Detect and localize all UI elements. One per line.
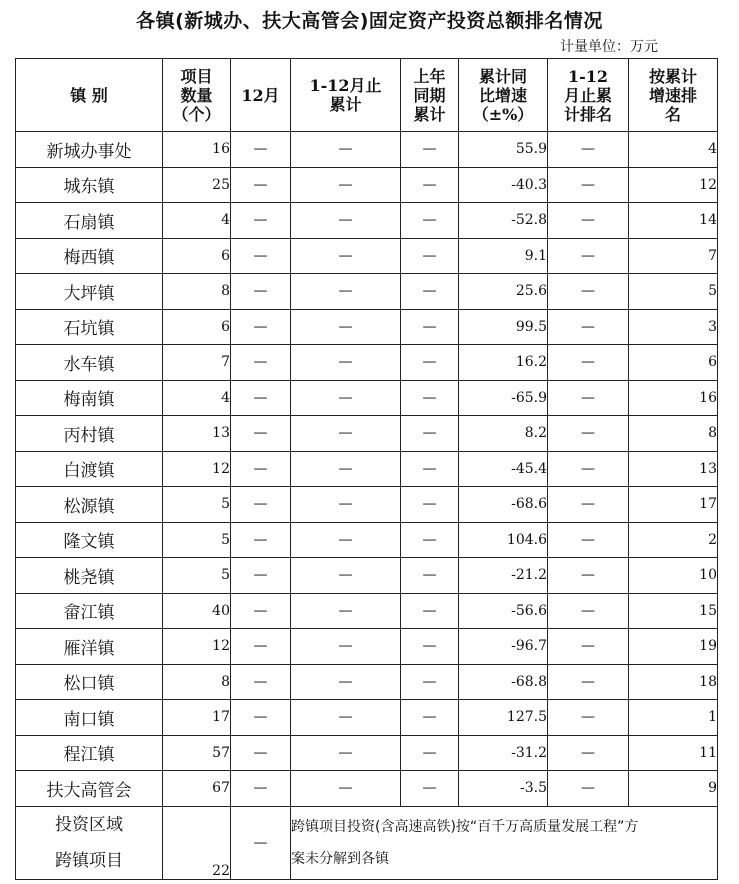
footer-name: 投资区域 跨镇项目	[16, 806, 163, 879]
cumulative-value: —	[291, 522, 401, 558]
cumulative-rank: —	[548, 487, 629, 523]
table-row	[16, 274, 718, 310]
table-row	[16, 629, 718, 665]
cumulative-value: —	[291, 274, 401, 310]
project-count: 6	[163, 309, 231, 345]
december-value: —	[231, 522, 291, 558]
town-name: 白渡镇	[16, 451, 163, 487]
header-town: 镇 别	[16, 59, 163, 132]
growth-rate: 16.2	[459, 345, 548, 381]
growth-rank: 19	[629, 629, 718, 665]
cumulative-rank: —	[548, 416, 629, 452]
cumulative-value: —	[291, 203, 401, 239]
town-name: 隆文镇	[16, 522, 163, 558]
header-cum-rank: 1-12 月止累 计排名	[548, 59, 629, 132]
growth-rank: 12	[629, 167, 718, 203]
december-value: —	[231, 593, 291, 629]
town-name: 丙村镇	[16, 416, 163, 452]
december-value: —	[231, 558, 291, 594]
table-row	[16, 487, 718, 523]
table-row	[16, 416, 718, 452]
town-name: 程江镇	[16, 735, 163, 771]
town-name: 城东镇	[16, 167, 163, 203]
footer-row	[16, 806, 718, 879]
project-count: 25	[163, 167, 231, 203]
cumulative-value: —	[291, 345, 401, 381]
town-name: 雁洋镇	[16, 629, 163, 665]
project-count: 16	[163, 132, 231, 168]
table-row	[16, 238, 718, 274]
project-count: 17	[163, 700, 231, 736]
cumulative-value: —	[291, 167, 401, 203]
table-row	[16, 700, 718, 736]
cumulative-value: —	[291, 416, 401, 452]
table-row	[16, 345, 718, 381]
cumulative-value: —	[291, 629, 401, 665]
prev-year-value: —	[401, 487, 459, 523]
growth-rate: -96.7	[459, 629, 548, 665]
cumulative-rank: —	[548, 629, 629, 665]
town-name: 梅西镇	[16, 238, 163, 274]
town-name: 畲江镇	[16, 593, 163, 629]
town-name: 新城办事处	[16, 132, 163, 168]
december-value: —	[231, 274, 291, 310]
growth-rate: 99.5	[459, 309, 548, 345]
town-name: 桃尧镇	[16, 558, 163, 594]
table-row	[16, 451, 718, 487]
unit-label: 计量单位：万元	[560, 39, 658, 55]
growth-rank: 17	[629, 487, 718, 523]
footer-note: 跨镇项目投资(含高速高铁)按“百千万高质量发展工程”方 案未分解到各镇	[291, 806, 718, 879]
table-row	[16, 735, 718, 771]
table-row	[16, 309, 718, 345]
december-value: —	[231, 238, 291, 274]
prev-year-value: —	[401, 309, 459, 345]
cumulative-value: —	[291, 664, 401, 700]
table-row	[16, 203, 718, 239]
december-value: —	[231, 487, 291, 523]
project-count: 8	[163, 664, 231, 700]
cumulative-rank: —	[548, 664, 629, 700]
december-value: —	[231, 345, 291, 381]
prev-year-value: —	[401, 451, 459, 487]
table-row	[16, 522, 718, 558]
december-value: —	[231, 416, 291, 452]
project-count: 5	[163, 558, 231, 594]
cumulative-rank: —	[548, 558, 629, 594]
project-count: 8	[163, 274, 231, 310]
cumulative-value: —	[291, 558, 401, 594]
project-count: 12	[163, 629, 231, 665]
growth-rank: 5	[629, 274, 718, 310]
prev-year-value: —	[401, 345, 459, 381]
growth-rank: 11	[629, 735, 718, 771]
growth-rate: -56.6	[459, 593, 548, 629]
project-count: 57	[163, 735, 231, 771]
header-growth-rank: 按累计 增速排 名	[629, 59, 718, 132]
cumulative-rank: —	[548, 522, 629, 558]
prev-year-value: —	[401, 558, 459, 594]
growth-rank: 6	[629, 345, 718, 381]
prev-year-value: —	[401, 735, 459, 771]
town-name: 松源镇	[16, 487, 163, 523]
prev-year-value: —	[401, 380, 459, 416]
growth-rank: 1	[629, 700, 718, 736]
cumulative-rank: —	[548, 309, 629, 345]
growth-rate: 25.6	[459, 274, 548, 310]
growth-rate: -40.3	[459, 167, 548, 203]
growth-rate: 9.1	[459, 238, 548, 274]
header-cumulative: 1-12月止 累计	[291, 59, 401, 132]
growth-rate: 8.2	[459, 416, 548, 452]
cumulative-rank: —	[548, 132, 629, 168]
town-name: 南口镇	[16, 700, 163, 736]
cumulative-rank: —	[548, 238, 629, 274]
cumulative-value: —	[291, 771, 401, 807]
growth-rate: -52.8	[459, 203, 548, 239]
footer-dash: —	[231, 806, 291, 879]
project-count: 12	[163, 451, 231, 487]
prev-year-value: —	[401, 132, 459, 168]
prev-year-value: —	[401, 664, 459, 700]
header-row	[16, 59, 718, 132]
growth-rank: 10	[629, 558, 718, 594]
cumulative-rank: —	[548, 735, 629, 771]
town-name: 水车镇	[16, 345, 163, 381]
cumulative-rank: —	[548, 274, 629, 310]
project-count: 5	[163, 487, 231, 523]
prev-year-value: —	[401, 416, 459, 452]
header-growth: 累计同 比增速 （±%）	[459, 59, 548, 132]
table-row	[16, 167, 718, 203]
december-value: —	[231, 309, 291, 345]
prev-year-value: —	[401, 167, 459, 203]
prev-year-value: —	[401, 203, 459, 239]
growth-rate: 127.5	[459, 700, 548, 736]
cumulative-rank: —	[548, 203, 629, 239]
december-value: —	[231, 664, 291, 700]
cumulative-rank: —	[548, 380, 629, 416]
growth-rank: 7	[629, 238, 718, 274]
growth-rate: -65.9	[459, 380, 548, 416]
table-row	[16, 132, 718, 168]
growth-rate: 55.9	[459, 132, 548, 168]
prev-year-value: —	[401, 593, 459, 629]
growth-rank: 4	[629, 132, 718, 168]
growth-rate: 104.6	[459, 522, 548, 558]
town-name: 石扇镇	[16, 203, 163, 239]
cumulative-rank: —	[548, 593, 629, 629]
growth-rate: -21.2	[459, 558, 548, 594]
december-value: —	[231, 167, 291, 203]
investment-table	[15, 58, 718, 880]
table-row	[16, 664, 718, 700]
prev-year-value: —	[401, 629, 459, 665]
cumulative-value: —	[291, 238, 401, 274]
prev-year-value: —	[401, 522, 459, 558]
project-count: 40	[163, 593, 231, 629]
header-count: 项目 数量 （个）	[163, 59, 231, 132]
table-row	[16, 558, 718, 594]
project-count: 5	[163, 522, 231, 558]
growth-rank: 14	[629, 203, 718, 239]
cumulative-value: —	[291, 735, 401, 771]
growth-rank: 3	[629, 309, 718, 345]
december-value: —	[231, 771, 291, 807]
december-value: —	[231, 380, 291, 416]
footer-count: 22	[163, 806, 231, 879]
cumulative-rank: —	[548, 167, 629, 203]
project-count: 13	[163, 416, 231, 452]
project-count: 4	[163, 203, 231, 239]
growth-rank: 2	[629, 522, 718, 558]
growth-rank: 9	[629, 771, 718, 807]
growth-rank: 8	[629, 416, 718, 452]
town-name: 扶大高管会	[16, 771, 163, 807]
growth-rate: -68.8	[459, 664, 548, 700]
growth-rank: 18	[629, 664, 718, 700]
cumulative-rank: —	[548, 451, 629, 487]
cumulative-value: —	[291, 132, 401, 168]
project-count: 67	[163, 771, 231, 807]
cumulative-value: —	[291, 593, 401, 629]
town-name: 大坪镇	[16, 274, 163, 310]
growth-rate: -68.6	[459, 487, 548, 523]
table-row	[16, 771, 718, 807]
cumulative-rank: —	[548, 700, 629, 736]
town-name: 石坑镇	[16, 309, 163, 345]
growth-rank: 15	[629, 593, 718, 629]
prev-year-value: —	[401, 238, 459, 274]
table-title: 各镇(新城办、扶大高管会)固定资产投资总额排名情况	[136, 10, 603, 32]
header-december: 12月	[231, 59, 291, 132]
cumulative-rank: —	[548, 771, 629, 807]
project-count: 4	[163, 380, 231, 416]
december-value: —	[231, 203, 291, 239]
table-row	[16, 380, 718, 416]
growth-rate: -45.4	[459, 451, 548, 487]
project-count: 6	[163, 238, 231, 274]
cumulative-value: —	[291, 380, 401, 416]
prev-year-value: —	[401, 274, 459, 310]
town-name: 梅南镇	[16, 380, 163, 416]
cumulative-rank: —	[548, 345, 629, 381]
table-row	[16, 593, 718, 629]
cumulative-value: —	[291, 700, 401, 736]
december-value: —	[231, 132, 291, 168]
growth-rate: -31.2	[459, 735, 548, 771]
growth-rank: 16	[629, 380, 718, 416]
prev-year-value: —	[401, 771, 459, 807]
cumulative-value: —	[291, 309, 401, 345]
december-value: —	[231, 629, 291, 665]
growth-rate: -3.5	[459, 771, 548, 807]
town-name: 松口镇	[16, 664, 163, 700]
december-value: —	[231, 700, 291, 736]
prev-year-value: —	[401, 700, 459, 736]
growth-rank: 13	[629, 451, 718, 487]
december-value: —	[231, 735, 291, 771]
cumulative-value: —	[291, 487, 401, 523]
project-count: 7	[163, 345, 231, 381]
header-prev-year: 上年 同期 累计	[401, 59, 459, 132]
december-value: —	[231, 451, 291, 487]
cumulative-value: —	[291, 451, 401, 487]
